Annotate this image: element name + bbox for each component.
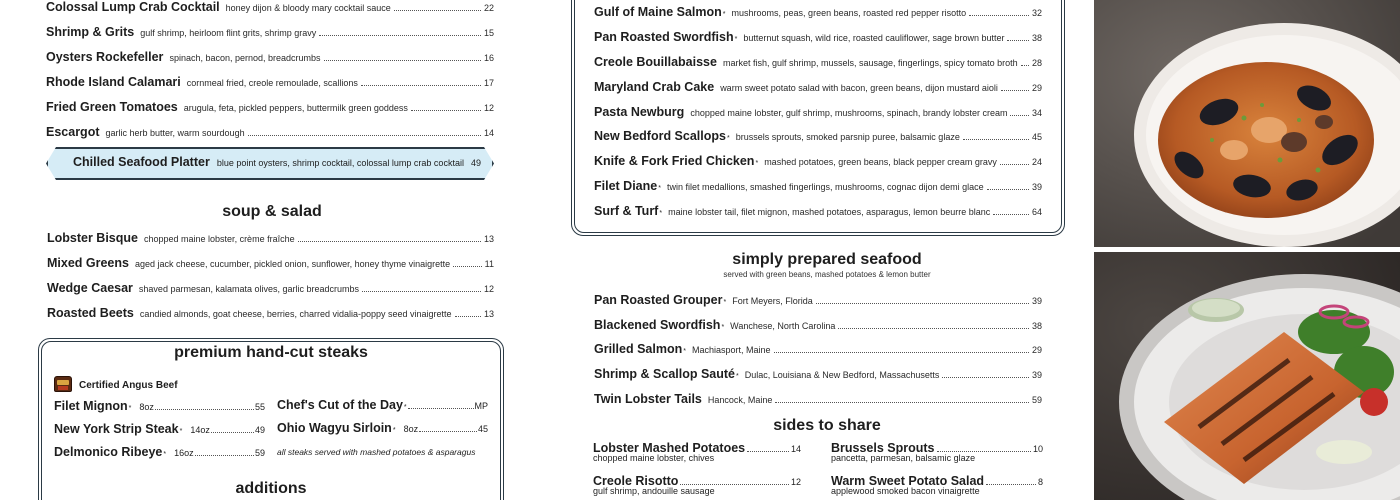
item-name: Shrimp & Scallop Sauté: [594, 367, 736, 381]
item-name: Gulf of Maine Salmon: [594, 5, 722, 19]
menu-item-steak: [54, 422, 265, 436]
menu-item-entree: [594, 5, 1042, 19]
item-name: Twin Lobster Tails: [594, 392, 702, 406]
dotted-leader: [680, 484, 789, 485]
item-name: Escargot: [46, 125, 100, 139]
item-name: Pasta Newburg: [594, 105, 685, 119]
item-description: brussels sprouts, smoked parsnip puree, balsamic glaze: [735, 132, 960, 142]
menu-item-entree: [594, 105, 1042, 119]
dotted-leader: [1010, 115, 1029, 116]
item-price: 17: [483, 78, 494, 88]
dotted-leader: [419, 431, 477, 432]
item-size: 16oz: [174, 448, 194, 458]
dotted-leader: [969, 15, 1029, 16]
item-price: 13: [483, 309, 494, 319]
menu-item-entree: [594, 30, 1042, 44]
item-name: Creole Bouillabaisse: [594, 55, 717, 69]
item-price: 38: [1031, 321, 1042, 331]
item-description: candied almonds, goat cheese, berries, charred vidalia-poppy seed vinaigrette: [139, 309, 452, 319]
item-price: 11: [484, 259, 494, 269]
star-marker: *: [755, 160, 759, 167]
menu-item-platter: [73, 155, 481, 169]
item-name: Mixed Greens: [47, 256, 129, 270]
item-name: Lobster Mashed Potatoes: [593, 441, 746, 455]
dotted-leader: [1001, 90, 1029, 91]
item-description: aged jack cheese, cucumber, pickled onion, sunflower, honey thyme vinaigrette: [134, 259, 451, 269]
item-price: 12: [483, 103, 494, 113]
star-marker: *: [659, 210, 663, 217]
item-name: Surf & Turf: [594, 204, 659, 218]
item-price: 10: [1032, 444, 1043, 454]
star-marker: *: [392, 427, 396, 434]
bouillabaisse-photo-graphic: [1094, 0, 1400, 247]
item-price: 59: [1031, 395, 1042, 405]
menu-item-steak: [277, 421, 488, 435]
item-name: Chef's Cut of the Day: [277, 398, 403, 412]
item-name: Blackened Swordfish: [594, 318, 721, 332]
item-origin: Hancock, Maine: [707, 395, 773, 405]
steaks-panel: [38, 338, 504, 500]
item-name: Oysters Rockefeller: [46, 50, 164, 64]
item-description: gulf shrimp, andouille sausage: [593, 486, 715, 496]
section-title-soup-salad: soup & salad: [222, 203, 322, 220]
dotted-leader: [838, 328, 1029, 329]
grilled-salmon-photo: [1094, 252, 1400, 500]
menu-item-appetizer: [46, 25, 494, 39]
item-price: 28: [1031, 58, 1042, 68]
item-name: Fried Green Tomatoes: [46, 100, 178, 114]
star-marker: *: [734, 36, 738, 43]
item-price: 34: [1031, 108, 1042, 118]
item-origin: Machiasport, Maine: [691, 345, 771, 355]
item-name: Colossal Lump Crab Cocktail: [46, 0, 220, 14]
item-description: gulf shrimp, heirloom flint grits, shrimp gravy: [140, 28, 317, 38]
dotted-leader: [394, 10, 481, 11]
star-marker: *: [722, 11, 726, 18]
menu-item-soup-salad: [47, 306, 494, 320]
item-price: 45: [477, 424, 488, 434]
steaks-footnote: all steaks served with mashed potatoes & asparagus: [277, 447, 476, 457]
item-price: 16: [483, 53, 494, 63]
menu-item-simply-prepared: [594, 293, 1042, 307]
menu-item-appetizer: [46, 125, 494, 139]
dotted-leader: [155, 409, 254, 410]
item-name: New York Strip Steak: [54, 422, 179, 436]
item-name: Maryland Crab Cake: [594, 80, 715, 94]
menu-item-entree: [594, 55, 1042, 69]
item-price: 39: [1031, 182, 1042, 192]
item-description: blue point oysters, shrimp cocktail, colossal lump crab cocktail: [216, 158, 464, 168]
item-price: MP: [474, 401, 488, 411]
menu-item-entree: [594, 129, 1042, 143]
menu-item-appetizer: [46, 75, 494, 89]
dotted-leader: [1000, 164, 1029, 165]
dotted-leader: [408, 408, 474, 409]
section-title-steaks: premium hand-cut steaks: [174, 344, 368, 361]
dotted-leader: [319, 35, 481, 36]
item-description: mashed potatoes, green beans, black pepper cream gravy: [764, 157, 997, 167]
menu-item-simply-prepared: [594, 342, 1042, 356]
menu-item-simply-prepared: [594, 367, 1042, 381]
item-description: cornmeal fried, creole remoulade, scallions: [186, 78, 358, 88]
dotted-leader: [455, 316, 481, 317]
item-description: chopped maine lobster, chives: [593, 453, 715, 463]
item-name: New Bedford Scallops: [594, 129, 726, 143]
menu-item-side: [593, 441, 801, 463]
item-name: Rhode Island Calamari: [46, 75, 181, 89]
item-description: applewood smoked bacon vinaigrette: [831, 486, 980, 496]
item-name: Brussels Sprouts: [831, 441, 935, 455]
section-title-sides: sides to share: [773, 417, 881, 434]
item-name: Wedge Caesar: [47, 281, 133, 295]
dotted-leader: [298, 241, 481, 242]
certified-angus-beef-label: Certified Angus Beef: [79, 380, 178, 391]
star-marker: *: [658, 185, 661, 192]
dotted-leader: [775, 402, 1029, 403]
menu-item-appetizer: [46, 100, 494, 114]
menu-item-soup-salad: [47, 256, 494, 270]
item-price: 39: [1031, 296, 1042, 306]
item-size: 14oz: [190, 425, 210, 435]
item-description: warm sweet potato salad with bacon, green beans, dijon mustard aioli: [720, 83, 998, 93]
menu-item-entree: [594, 80, 1042, 94]
dotted-leader: [248, 135, 481, 136]
menu-item-simply-prepared: [594, 392, 1042, 406]
item-name: Pan Roasted Grouper: [594, 293, 723, 307]
item-price: 29: [1031, 345, 1042, 355]
item-name: Grilled Salmon: [594, 342, 683, 356]
item-description: shaved parmesan, kalamata olives, garlic breadcrumbs: [138, 284, 360, 294]
section-subtitle-simply-prepared: served with green beans, mashed potatoes & lemon butter: [723, 270, 931, 279]
dotted-leader: [362, 291, 481, 292]
item-price: 49: [254, 425, 265, 435]
item-name: Warm Sweet Potato Salad: [831, 474, 985, 488]
star-marker: *: [163, 451, 167, 458]
grilled-salmon-photo-graphic: [1094, 252, 1400, 500]
item-origin: Dulac, Louisiana & New Bedford, Massachusetts: [744, 370, 940, 380]
section-title-additions: additions: [235, 480, 307, 497]
dotted-leader: [963, 139, 1029, 140]
star-marker: *: [726, 135, 730, 142]
star-marker: *: [683, 348, 686, 355]
dotted-leader: [361, 85, 481, 86]
item-description: honey dijon & bloody mary cocktail sauce: [225, 3, 391, 13]
menu-item-steak: [54, 445, 265, 459]
menu-item-side: [593, 474, 801, 496]
star-marker: *: [128, 405, 132, 412]
item-name: Pan Roasted Swordfish: [594, 30, 734, 44]
item-description: chopped maine lobster, crème fraîche: [144, 234, 295, 244]
menu-item-steak: [54, 399, 265, 413]
menu-item-appetizer: [46, 50, 494, 64]
item-description: arugula, feta, pickled peppers, buttermilk green goddess: [183, 103, 408, 113]
item-price: 45: [1031, 132, 1042, 142]
item-description: market fish, gulf shrimp, mussels, sausage, fingerlings, spicy tomato broth: [722, 58, 1018, 68]
star-marker: *: [736, 373, 739, 380]
item-price: 38: [1031, 33, 1042, 43]
item-name: Filet Diane: [594, 179, 658, 193]
item-name: Roasted Beets: [47, 306, 134, 320]
section-title-simply-prepared: simply prepared seafood: [732, 251, 922, 268]
dotted-leader: [816, 303, 1029, 304]
item-price: 64: [1031, 207, 1042, 217]
item-name: Lobster Bisque: [47, 231, 138, 245]
menu-item-steak: [277, 398, 488, 412]
item-name: Filet Mignon: [54, 399, 128, 413]
item-price: 14: [483, 128, 494, 138]
item-description: pancetta, parmesan, balsamic glaze: [831, 453, 976, 463]
dotted-leader: [324, 60, 481, 61]
dotted-leader: [987, 189, 1029, 190]
item-price: 49: [470, 158, 481, 168]
item-description: chopped maine lobster, gulf shrimp, mushrooms, spinach, brandy lobster cream: [690, 108, 1008, 118]
item-price: 12: [790, 477, 801, 487]
dotted-leader: [453, 266, 481, 267]
menu-item-soup-salad: [47, 231, 494, 245]
menu-item-entree: [594, 204, 1042, 218]
star-marker: *: [723, 299, 727, 306]
item-name: Knife & Fork Fried Chicken: [594, 154, 755, 168]
star-marker: *: [179, 428, 183, 435]
item-price: 55: [254, 402, 265, 412]
item-price: 14: [790, 444, 801, 454]
dotted-leader: [411, 110, 481, 111]
item-size: 8oz: [139, 402, 154, 412]
bouillabaisse-photo: [1094, 0, 1400, 247]
item-description: spinach, bacon, pernod, breadcrumbs: [169, 53, 321, 63]
item-description: butternut squash, wild rice, roasted cauliflower, sage brown butter: [743, 33, 1005, 43]
item-name: Creole Risotto: [593, 474, 679, 488]
menu-item-soup-salad: [47, 281, 494, 295]
item-description: garlic herb butter, warm sourdough: [105, 128, 245, 138]
item-description: mushrooms, peas, green beans, roasted red pepper risotto: [731, 8, 967, 18]
dotted-leader: [1021, 65, 1029, 66]
dotted-leader: [937, 451, 1031, 452]
dotted-leader: [747, 451, 789, 452]
star-marker: *: [403, 404, 407, 411]
item-price: 39: [1031, 370, 1042, 380]
dotted-leader: [1007, 40, 1029, 41]
item-price: 24: [1031, 157, 1042, 167]
menu-item-side: [831, 441, 1043, 463]
item-price: 12: [483, 284, 494, 294]
menu-item-appetizer: [46, 0, 494, 14]
item-price: 8: [1037, 477, 1043, 487]
dotted-leader: [195, 455, 254, 456]
certified-angus-beef-logo-icon: [54, 376, 72, 392]
item-name: Shrimp & Grits: [46, 25, 135, 39]
item-price: 32: [1031, 8, 1042, 18]
item-name: Delmonico Ribeye: [54, 445, 163, 459]
item-price: 59: [254, 448, 265, 458]
item-size: 8oz: [403, 424, 419, 434]
star-marker: *: [721, 324, 725, 331]
dotted-leader: [942, 377, 1029, 378]
item-price: 13: [483, 234, 494, 244]
item-name: Chilled Seafood Platter: [73, 155, 210, 169]
item-price: 22: [483, 3, 494, 13]
item-price: 15: [483, 28, 494, 38]
menu-item-simply-prepared: [594, 318, 1042, 332]
item-price: 29: [1031, 83, 1042, 93]
item-name: Ohio Wagyu Sirloin: [277, 421, 392, 435]
dotted-leader: [986, 484, 1036, 485]
menu-item-entree: [594, 179, 1042, 193]
item-origin: Fort Meyers, Florida: [732, 296, 813, 306]
item-description: maine lobster tail, filet mignon, mashed potatoes, asparagus, lemon beurre blanc: [668, 207, 991, 217]
dotted-leader: [774, 352, 1029, 353]
item-description: twin filet medallions, smashed fingerlings, mushrooms, cognac dijon demi glace: [666, 182, 984, 192]
menu-item-side: [831, 474, 1043, 496]
dotted-leader: [211, 432, 254, 433]
dotted-leader: [993, 214, 1029, 215]
menu-item-entree: [594, 154, 1042, 168]
item-origin: Wanchese, North Carolina: [730, 321, 836, 331]
